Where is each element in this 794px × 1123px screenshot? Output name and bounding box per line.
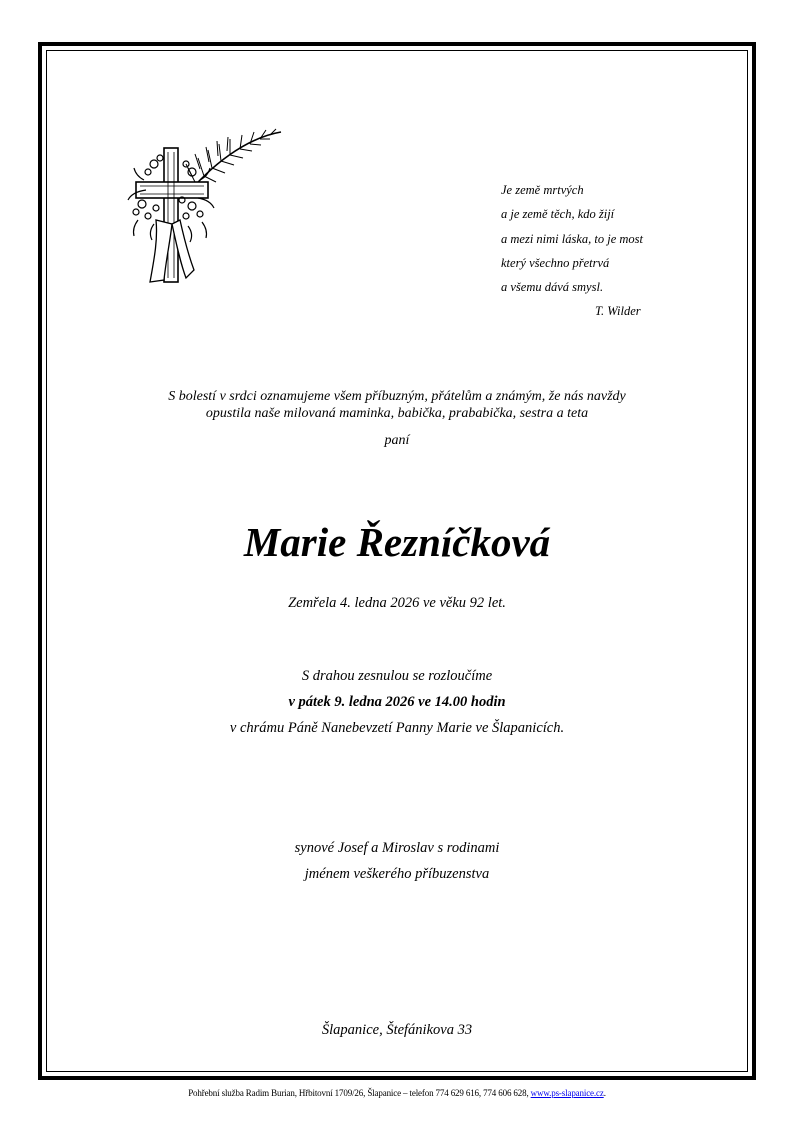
ceremony-place: v chrámu Páně Nanebevzetí Panny Marie ve Šlapanicích. [229, 720, 565, 736]
footer [0, 1088, 794, 1098]
mourners-line: jménem veškerého příbuzenstva [304, 866, 490, 882]
ceremony-info [60, 663, 734, 741]
footer-website-link[interactable]: www.ps-slapanice.cz [530, 1088, 604, 1098]
announcement-line: S bolestí v srdci oznamujeme všem příbuzným, přátelům a známým, že nás navždy [168, 389, 626, 404]
ceremony-intro: S drahou zesnulou se rozloučíme [301, 668, 493, 684]
announcement-text [60, 388, 734, 422]
footer-text: Pohřební služba Radim Burian, Hřbitovní 1709/26, Šlapanice – telefon 774 629 616, 774 606 628, [188, 1088, 531, 1098]
poem-line: a je země těch, kdo žijí [501, 207, 615, 222]
poem-line: a všemu dává smysl. [501, 280, 604, 295]
honorific: paní [384, 433, 410, 448]
cross-with-palm-icon [126, 120, 286, 290]
poem-line: který všechno přetrvá [501, 255, 610, 270]
deceased-name: Marie Řezníčková [243, 519, 551, 565]
mourners-line: synové Josef a Miroslav s rodinami [294, 840, 500, 856]
death-info: Zemřela 4. ledna 2026 ve věku 92 let. [288, 595, 506, 611]
address: Šlapanice, Štefánikova 33 [321, 1022, 473, 1038]
footer-trailing: . [603, 1088, 606, 1098]
ceremony-datetime: v pátek 9. ledna 2026 ve 14.00 hodin [288, 694, 506, 710]
poem-line: Je země mrtvých [501, 183, 584, 197]
mourners [60, 835, 734, 887]
announcement-line: opustila naše milovaná maminka, babička, prababička, sestra a teta [205, 406, 589, 421]
poem [501, 178, 711, 324]
poem-line: a mezi nimi láska, to je most [501, 231, 644, 246]
poem-author: T. Wilder [595, 304, 641, 319]
